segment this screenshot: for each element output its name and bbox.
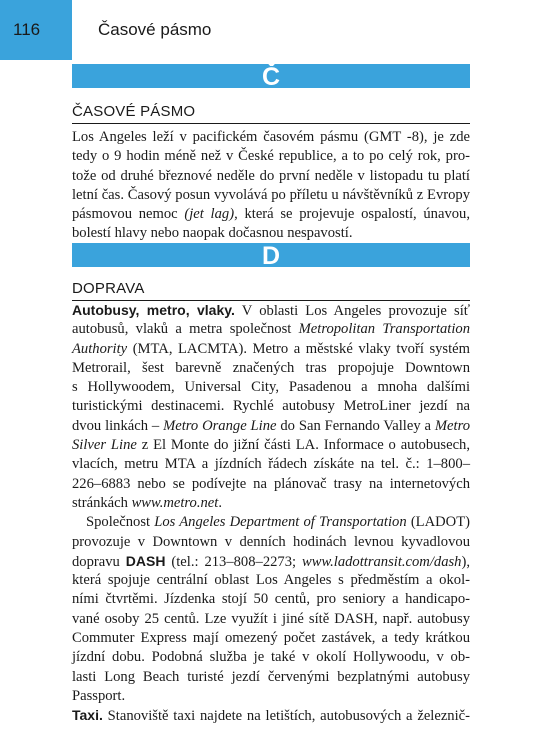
text-line: provozuje v Downtown v denních hodinách levnou kyvadlovou	[72, 533, 470, 550]
letter-banner-c: Č	[72, 64, 470, 88]
letter-banner-d: D	[72, 243, 470, 267]
text-line: s Hollywoodem, Universal City, Pasadenou a mnoha dalšími	[72, 379, 470, 396]
text-line: ními čtvrtěmi. Jízdenka stojí 50 centů, pro seniory a handicapo-	[72, 591, 470, 608]
text-line: Passport.	[72, 687, 126, 704]
paragraph-doprava	[72, 301, 470, 726]
text-line: která spojuje centrální oblast Los Angeles s předměstím a okol-	[72, 572, 470, 589]
text-line: 226–6883 nebo se podívejte na plánovač trasy na internetových	[72, 475, 470, 492]
text-line: Silver Line z El Monte do jižní části LA. Informace o autobusech,	[72, 437, 470, 454]
paragraph-casove-pasmo	[72, 128, 470, 244]
dash-brand: DASH	[125, 552, 166, 569]
text-line: dopravu DASH (tel.: 213–808–2273; www.ladottransit.com/dash),	[72, 552, 470, 570]
text-line: Autobusy, metro, vlaky. V oblasti Los Angeles provozuje síť	[72, 302, 471, 319]
text-line: Metrorail, šest barevně značených tras propojuje Downtown	[72, 359, 470, 376]
text-line: Taxi. Stanoviště taxi najdete na letištích, autobusových a železnič-	[72, 707, 470, 725]
text-line: pásmovou nemoc (jet lag), která se projevuje ospalostí, únavou,	[72, 206, 470, 223]
text-line: tedy o 9 hodin méně než v České republice, a to po celý rok, pro-	[72, 148, 470, 165]
running-title: Časové pásmo	[98, 20, 212, 39]
text-line: vané osoby 25 centů. Lze využít i jiné sítě DASH, např. autobusy	[72, 610, 470, 627]
text-line: tože od druhé březnové neděle do první neděle v listopadu tu platí	[72, 167, 470, 184]
text-line: lasti Long Beach turisté jezdí červenými bezplatnými autobusy	[72, 668, 470, 685]
text-line: jízdní dobu. Podobná služba je také v okolí Hollywoodu, v ob-	[72, 649, 470, 666]
text-line: Los Angeles leží v pacifickém časovém pásmu (GMT -8), je zde	[72, 129, 470, 145]
text-line: stránkách www.metro.net.	[72, 494, 222, 511]
text-line: autobusů, vlaků a metra společnost Metropolitan Transportation	[72, 321, 470, 338]
link-metro-net[interactable]: www.metro.net	[131, 494, 219, 511]
page-number: 116	[13, 20, 41, 39]
text-line: letní čas. Časový posun vyvolává po příletu u návštěvníků z Evropy	[72, 186, 470, 203]
run-in-heading-autobusy: Autobusy, metro, vlaky.	[72, 302, 235, 318]
run-in-heading-taxi: Taxi.	[72, 707, 103, 724]
text-line: turistickými destinacemi. Rychlé autobusy MetroLiner jezdí na	[72, 398, 470, 415]
text-line: Authority (MTA, LACMTA). Metro a městské vlaky tvoří systém	[72, 340, 470, 357]
text-line: Commuter Express mají omezený počet zastávek, a tedy krátkou	[72, 630, 470, 647]
text-line: dvou linkách – Metro Orange Line do San Fernando Valley a Metro	[72, 417, 470, 434]
section-heading-casove-pasmo: ČASOVÉ PÁSMO	[72, 103, 470, 124]
section-heading-doprava: DOPRAVA	[72, 280, 470, 301]
link-ladottransit[interactable]: www.ladottransit.com/dash	[302, 553, 462, 570]
text-line: Společnost Los Angeles Department of Transportation (LADOT)	[86, 514, 470, 531]
text-line: bolestí hlavy nebo naopak dočasnou nespavostí.	[72, 225, 353, 242]
text-line: vlacích, metru MTA a jízdních řádech získáte na tel. č.: 1–800–	[72, 456, 470, 473]
